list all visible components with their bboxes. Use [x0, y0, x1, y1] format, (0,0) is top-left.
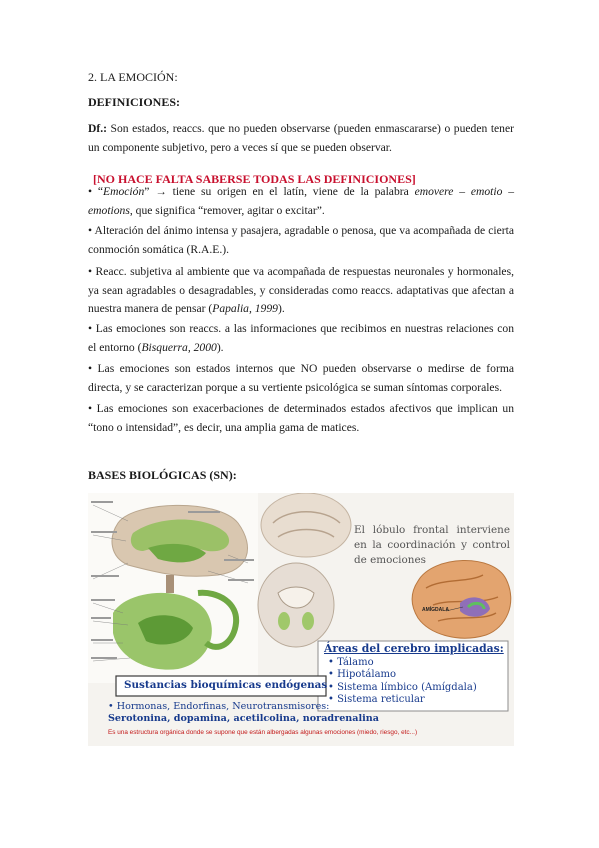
frontal-lobe-text: El lóbulo frontal interviene en la coordinación y control de emociones — [354, 524, 510, 566]
bullet-text: • Reacc. subjetiva al ambiente que va acompañada de respuestas neuronales y hormonales, ya sean agradables o desagradables, y consideradas como reaccs. adaptativas que afectan a nuestra manera de pensar ( — [88, 265, 514, 315]
citation-bisquerra: Bisquerra, 2000 — [141, 340, 217, 354]
lateral-brain-shape — [412, 560, 511, 638]
warning-note: [NO HACE FALTA SABERSE TODAS LAS DEFINICIONES] — [93, 172, 416, 186]
bullet-end: , que significa “remover, agitar o excitar”. — [129, 203, 325, 217]
substances-title: Sustancias bioquímicas endógenas — [124, 679, 328, 691]
area-item: • Sistema reticular — [328, 694, 425, 706]
brain-figure — [88, 493, 514, 746]
df-label: Df.: — [88, 122, 107, 135]
areas-title: Áreas del cerebro implicadas: — [324, 642, 504, 655]
citation-papalia: Papalia, 1999 — [212, 302, 278, 315]
areas-list — [328, 657, 477, 707]
bullet-internal-states: • Las emociones son estados internos que NO pueden observarse o medirse de forma directa, y se caracterizan porque a su vertiente psicológica se suman síntomas corporales. — [88, 362, 514, 394]
area-item: • Tálamo — [328, 657, 374, 668]
area-item: • Sistema límbico (Amígdala) — [328, 681, 477, 693]
bullet-papalia — [88, 263, 514, 319]
bases-heading: BASES BIOLÓGICAS (SN): — [88, 468, 237, 482]
definition-df — [88, 120, 514, 157]
area-item: • Hipotálamo — [328, 669, 397, 681]
amygdala-left-spot — [278, 612, 290, 630]
definitions-heading: DEFINICIONES: — [88, 95, 181, 109]
bullet-exacerbations: • Las emociones son exacerbaciones de determinados estados afectivos que implican un “tono o intensidad”, es decir, una amplia gama de matices. — [88, 402, 514, 434]
substances-line-2: Serotonina, dopamina, acetilcolina, noradrenalina — [108, 713, 379, 724]
section-title: 2. LA EMOCIÓN: — [88, 70, 178, 84]
brainstem-shape — [166, 575, 174, 593]
bullet-bisquerra — [88, 320, 514, 357]
bullet-text: • Las emociones son reaccs. a las informaciones que recibimos en nuestras relaciones con el entorno ( — [88, 322, 514, 354]
substances-line-1: • Hormonas, Endorfinas, Neurotransmisores: — [108, 701, 330, 712]
latin-words: emovere – emotio – emotions — [88, 185, 515, 217]
df-text: Son estados, reaccs. que no pueden observarse (pueden enmascararse) o pueden tener un componente subjetivo, pero a veces sí que se pueden observar. — [88, 122, 514, 154]
bullet-rae: • Alteración del ánimo intensa y pasajera, agradable o penosa, que va acompañada de cierta conmoción somática (R.A.E.). — [88, 224, 514, 256]
amygdala-right-spot — [302, 612, 314, 630]
bullet-prefix: • “ — [88, 185, 104, 198]
bullet-middle: ” → tiene su origen en el latín, viene de la palabra — [144, 185, 415, 198]
bullet-end: ). — [216, 340, 224, 354]
bullet-emocion-origin — [88, 183, 514, 220]
bullet-end: ). — [277, 302, 285, 315]
figure-footnote: Es una estructura orgánica donde se supone que están albergadas algunas emociones (miedo, riesgo, etc...) — [108, 729, 418, 736]
amygdala-label: AMÍGDALA — [422, 607, 449, 613]
emocion-word: Emoción — [103, 185, 145, 198]
coronal-brain-top — [261, 493, 351, 557]
